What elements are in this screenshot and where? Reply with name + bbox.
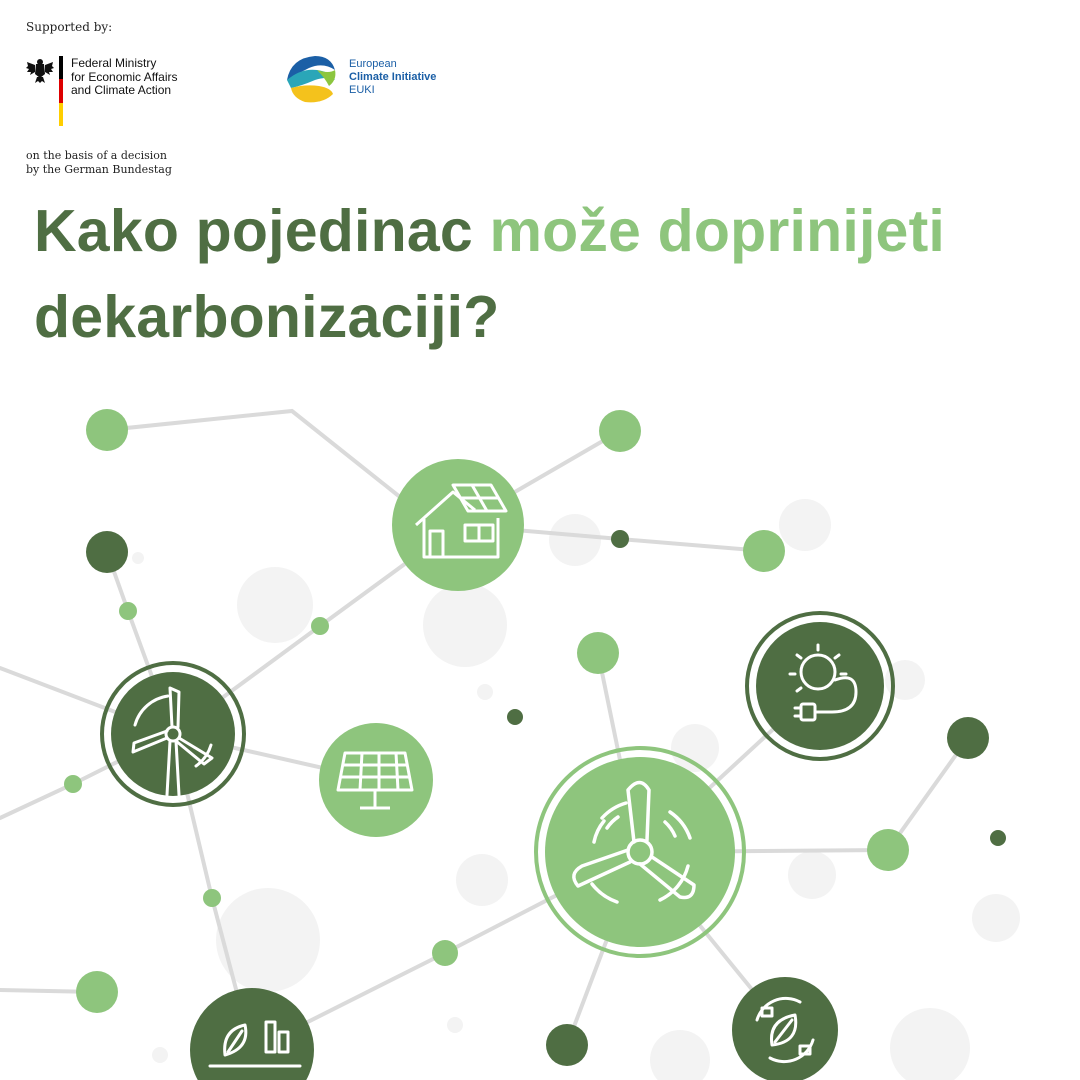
headline-accent: može doprinijeti: [489, 198, 946, 264]
headline-part: dekarbonizaciji?: [34, 284, 500, 350]
ministry-line: Federal Ministry: [71, 56, 157, 70]
headline-part: Kako pojedinac: [34, 198, 490, 264]
euki-logo: [283, 50, 483, 106]
bundestag-note-line: by the German Bundestag: [26, 163, 172, 176]
headline: [34, 188, 1064, 360]
solar-panel-icon: [319, 723, 433, 837]
euki-swirl-icon: [283, 50, 339, 106]
factory-leaf-icon: [190, 988, 314, 1080]
ministry-line: and Climate Action: [71, 83, 172, 97]
ministry-line: for Economic Affairs: [71, 69, 178, 84]
supported-by-label: Supported by:: [26, 20, 113, 34]
recycle-leaf-plug-icon: [732, 977, 838, 1080]
bundestag-note: [26, 149, 172, 177]
euki-line: Climate Initiative: [349, 71, 437, 83]
turbine-fan-icon: [536, 748, 744, 956]
euki-name: [349, 58, 436, 97]
bundestag-note-line: on the basis of a decision: [26, 149, 167, 162]
federal-eagle-icon: [26, 58, 54, 84]
ministry-name: [71, 57, 221, 98]
german-flag-bar: [59, 56, 63, 126]
euki-line: European: [349, 58, 397, 70]
house-solar-icon: [392, 459, 524, 591]
euki-line: EUKI: [349, 84, 375, 96]
wind-turbine-icon: [102, 663, 244, 805]
sun-plug-icon: [747, 613, 893, 759]
